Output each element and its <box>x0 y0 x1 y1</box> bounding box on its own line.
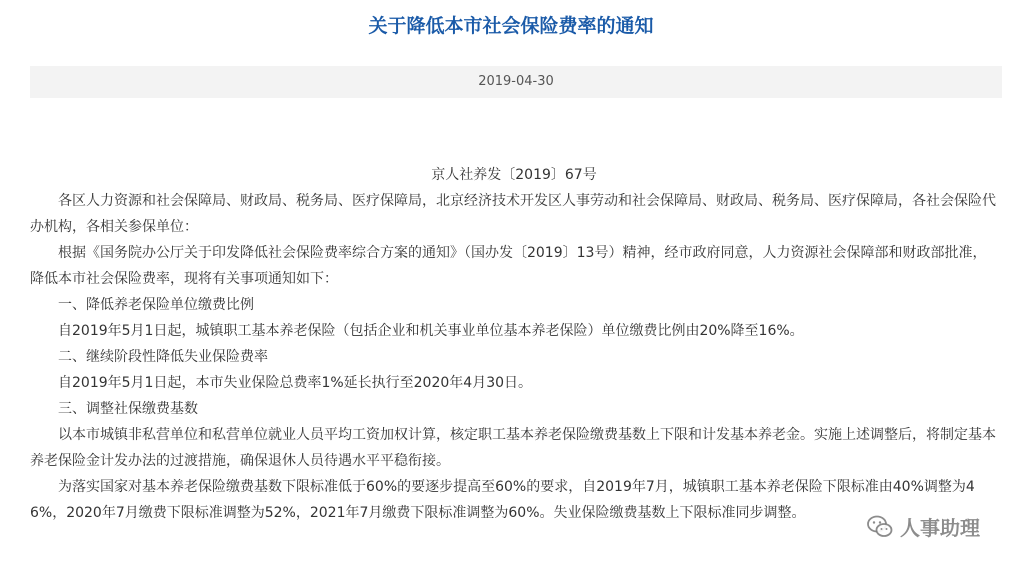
paragraph-section-1: 自2019年5月1日起，城镇职工基本养老保险（包括企业和机关事业单位基本养老保险）单位缴费比例由20%降至16%。 <box>58 323 804 339</box>
paragraph-basis: 根据《国务院办公厅关于印发降低社会保险费率综合方案的通知》（国办发〔2019〕13号）精神，经市政府同意，人力资源社会保障部和财政部批准，降低本市社会保险费率，现将有关事项通知如下： <box>30 245 987 287</box>
section-heading-2: 二、继续阶段性降低失业保险费率 <box>58 349 268 365</box>
paragraph-section-3a: 以本市城镇非私营单位和私营单位就业人员平均工资加权计算，核定职工基本养老保险缴费基数上下限和计发基本养老金。实施上述调整后，将制定基本养老保险金计发办法的过渡措施，确保退休人员待遇水平平稳衔接。 <box>30 427 996 469</box>
paragraph-section-3b: 为落实国家对基本养老保险缴费基数下限标准低于60%的要逐步提高至60%的要求，自2019年7月，城镇职工基本养老保险下限标准由40%调整为46%，2020年7月缴费下限标准调整为52%，2021年7月缴费下限标准调整为60%。失业保险缴费基数上下限标准同步调整。 <box>30 479 975 521</box>
publish-date: 2019-04-30 <box>478 74 554 89</box>
watermark-text: 人事助理 <box>900 516 980 540</box>
paragraph-section-2: 自2019年5月1日起，本市失业保险总费率1%延长执行至2020年4月30日。 <box>58 375 533 391</box>
doc-number: 京人社养发〔2019〕67号 <box>431 167 597 183</box>
section-heading-1: 一、降低养老保险单位缴费比例 <box>58 297 254 313</box>
document-body <box>30 162 998 526</box>
section-heading-3: 三、调整社保缴费基数 <box>58 401 198 417</box>
page-title: 关于降低本市社会保险费率的通知 <box>368 15 654 37</box>
watermark <box>866 512 980 541</box>
publish-date-bar <box>30 66 1002 98</box>
wechat-icon <box>866 513 894 541</box>
paragraph-recipients: 各区人力资源和社会保障局、财政局、税务局、医疗保障局，北京经济技术开发区人事劳动和社会保障局、财政局、税务局、医疗保障局，各社会保险代办机构，各相关参保单位： <box>30 193 996 235</box>
